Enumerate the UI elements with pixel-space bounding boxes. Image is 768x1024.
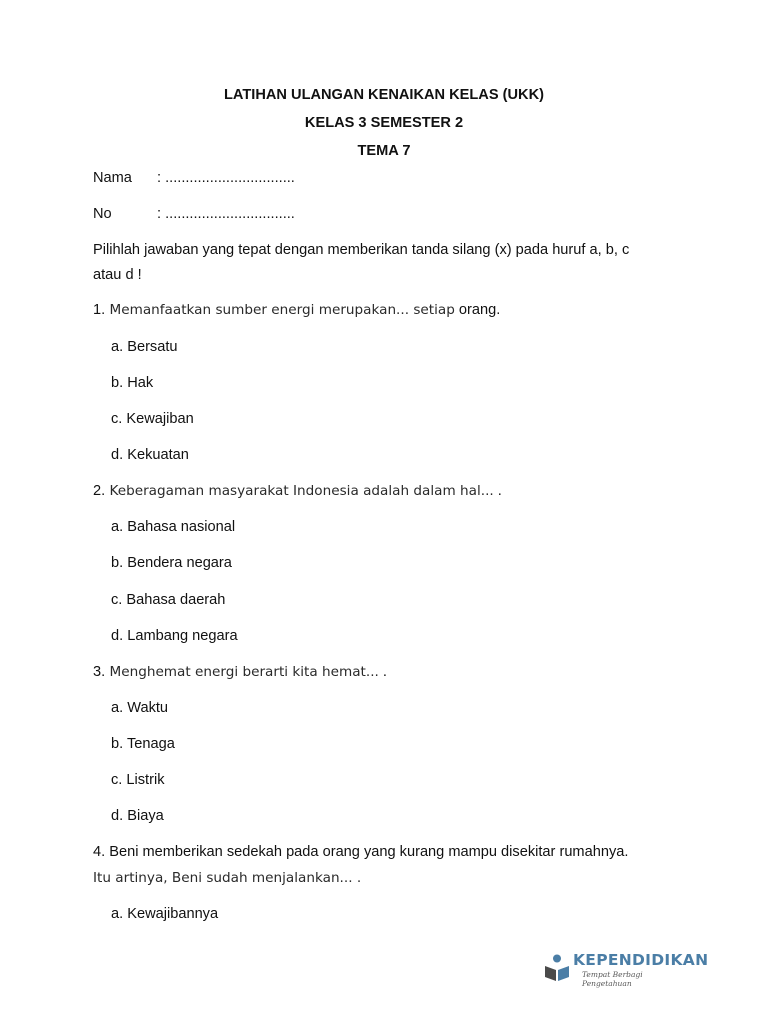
question-4-option-a: a. Kewajibannya [111, 906, 219, 922]
question-3 [93, 663, 387, 681]
name-field-label: Nama [93, 170, 132, 186]
instructions-line-2: atau d ! [93, 267, 142, 283]
logo-figure-icon [544, 954, 570, 982]
kependidikan-logo [544, 951, 709, 988]
number-field-row [0, 205, 768, 223]
question-3-option-d: d. Biaya [111, 808, 164, 824]
document-title: LATIHAN ULANGAN KENAIKAN KELAS (UKK) [224, 87, 544, 103]
question-3-option-c: c. Listrik [111, 772, 165, 788]
question-1-option-b: b. Hak [111, 375, 154, 391]
question-2-option-b: b. Bendera negara [111, 555, 232, 571]
question-2-text-tail: . [493, 483, 502, 499]
question-3-number: 3. [93, 664, 106, 680]
question-2-option-c: c. Bahasa daerah [111, 592, 226, 608]
question-2 [93, 482, 502, 500]
name-field-value: : ................................ [157, 170, 295, 186]
name-field-row [0, 169, 768, 187]
question-1-text: Memanfaatkan sumber energi merupakan... setiap [105, 302, 455, 318]
question-3-option-b: b. Tenaga [111, 736, 175, 752]
question-2-option-a: a. Bahasa nasional [111, 519, 236, 535]
question-4-line-1: 4. Beni memberikan sedekah pada orang yang kurang mampu disekitar rumahnya. [93, 844, 629, 860]
question-4-line-2: Itu artinya, Beni sudah menjalankan... . [93, 870, 362, 886]
question-1-option-c: c. Kewajiban [111, 411, 194, 427]
question-2-option-d: d. Lambang negara [111, 628, 238, 644]
logo-title: KEPENDIDIKAN [573, 951, 709, 969]
instructions-line-1: Pilihlah jawaban yang tepat dengan memberikan tanda silang (x) pada huruf a, b, c [93, 242, 630, 258]
question-2-text: Keberagaman masyarakat Indonesia adalah dalam hal... [105, 483, 494, 499]
number-field-value: : ................................ [157, 206, 295, 222]
question-1-option-d: d. Kekuatan [111, 447, 189, 463]
theme-heading: TEMA 7 [357, 143, 411, 159]
number-field-label: No [93, 206, 112, 222]
question-2-number: 2. [93, 483, 106, 499]
question-1 [93, 301, 500, 319]
logo-tagline: Tempat Berbagi Pengetahuan [582, 970, 643, 988]
question-3-text: Menghemat energi berarti kita hemat... [105, 664, 379, 680]
question-1-number: 1. [93, 302, 106, 318]
question-1-text-tail: orang. [454, 302, 501, 318]
question-1-option-a: a. Bersatu [111, 339, 178, 355]
question-3-text-tail: . [378, 664, 387, 680]
question-3-option-a: a. Waktu [111, 700, 169, 716]
class-semester-heading: KELAS 3 SEMESTER 2 [304, 115, 464, 131]
